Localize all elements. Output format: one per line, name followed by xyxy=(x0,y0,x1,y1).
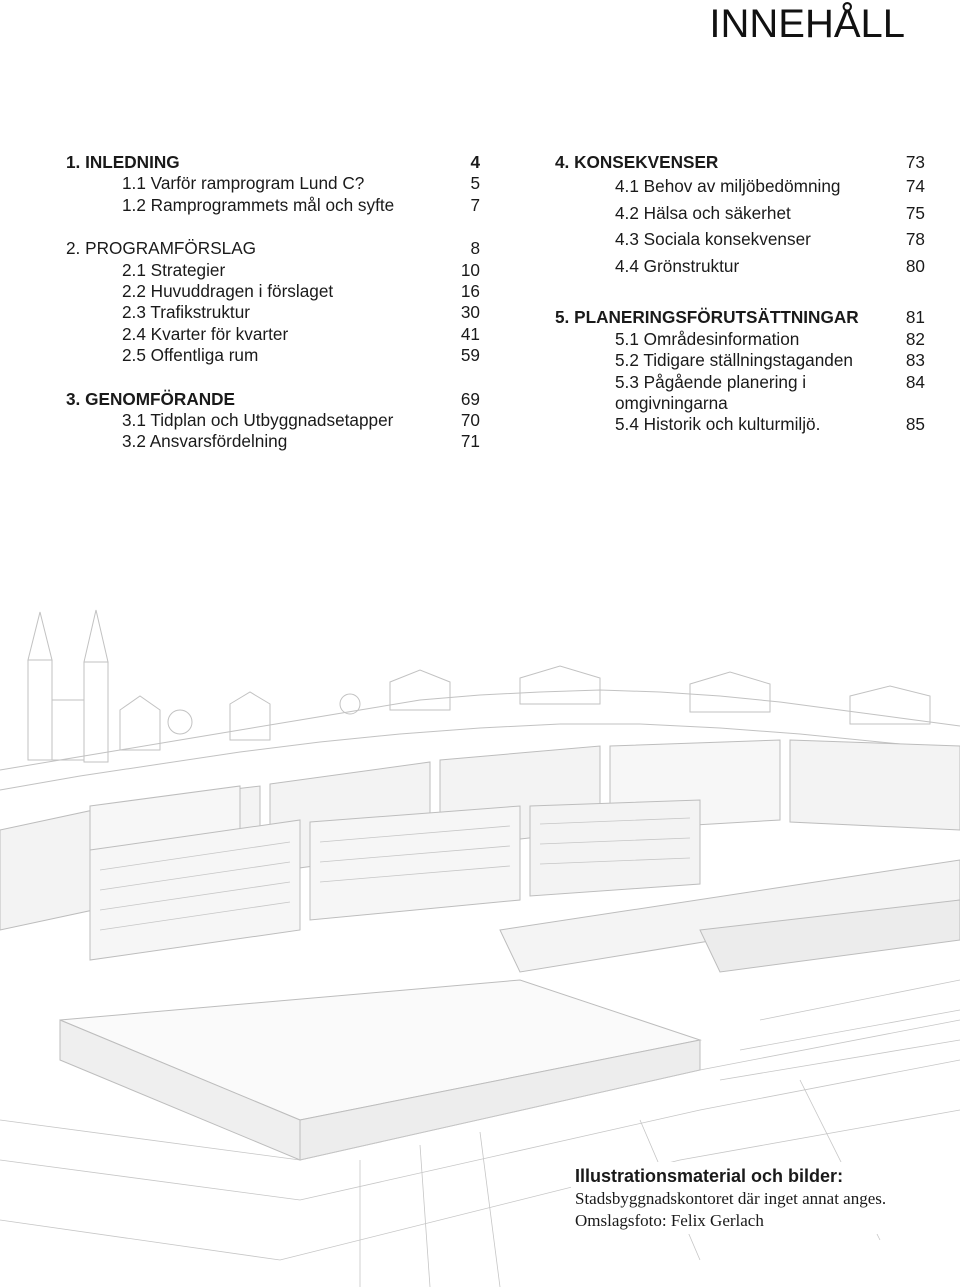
toc-item[interactable] xyxy=(555,200,925,227)
toc-item-label: 4.4 Grönstruktur xyxy=(615,255,740,276)
toc-item-label: 5.3 Pågående planering i omgivningarna xyxy=(615,371,807,414)
toc-item-label: 2.5 Offentliga rum xyxy=(122,345,259,366)
toc-item[interactable] xyxy=(555,350,925,371)
toc-right-column xyxy=(555,152,925,458)
toc-item[interactable] xyxy=(555,414,925,435)
toc-item-label: 5.2 Tidigare ställningstaganden xyxy=(615,350,853,371)
toc-item-label: 5.1 Områdesinformation xyxy=(615,328,800,349)
toc-item[interactable] xyxy=(66,324,480,345)
toc-item-label: 1.1 Varför ramprogram Lund C? xyxy=(122,173,365,194)
toc-page-number: 70 xyxy=(460,410,480,431)
toc-item[interactable] xyxy=(555,372,925,415)
toc-heading-label: 4. KONSEKVENSER xyxy=(555,152,719,172)
toc-page-number: 16 xyxy=(460,281,480,302)
toc-item[interactable] xyxy=(555,226,925,253)
toc-page-number: 80 xyxy=(905,255,925,276)
toc-heading-label: 1. INLEDNING xyxy=(66,152,180,172)
toc-item[interactable] xyxy=(555,173,925,200)
toc-section-2 xyxy=(66,238,480,366)
illustration-credits xyxy=(571,1162,959,1234)
toc-item-label: 4.3 Sociala konsekvenser xyxy=(615,229,811,250)
toc-item-label: 2.1 Strategier xyxy=(122,259,226,280)
toc-item[interactable] xyxy=(66,302,480,323)
toc-heading-label: 3. GENOMFÖRANDE xyxy=(66,388,236,409)
toc-item[interactable] xyxy=(66,345,480,366)
toc-item[interactable] xyxy=(66,281,480,302)
toc-item[interactable] xyxy=(66,410,480,431)
toc-heading[interactable] xyxy=(66,389,480,410)
toc-item[interactable] xyxy=(66,260,480,281)
toc-page-number: 8 xyxy=(470,238,480,259)
toc-page-number: 4 xyxy=(470,152,480,172)
toc-left-column xyxy=(66,152,480,475)
toc-section-4 xyxy=(555,152,925,279)
toc-heading[interactable] xyxy=(66,238,480,259)
toc-item[interactable] xyxy=(66,195,480,216)
toc-heading-label: 2. PROGRAMFÖRSLAG xyxy=(66,238,257,259)
toc-page-number: 85 xyxy=(905,414,925,435)
toc-page-number: 41 xyxy=(460,323,480,344)
toc-item-label: 4.1 Behov av miljöbedömning xyxy=(615,176,841,197)
credits-line: Stadsbyggnadskontoret där inget annat anges. xyxy=(575,1189,887,1208)
toc-page-number: 30 xyxy=(460,302,480,323)
toc-section-5 xyxy=(555,307,925,435)
toc-item-label: 2.4 Kvarter för kvarter xyxy=(122,323,289,344)
toc-page-number: 84 xyxy=(905,371,925,392)
toc-item[interactable] xyxy=(555,329,925,350)
credits-heading: Illustrationsmaterial och bilder: xyxy=(575,1166,844,1186)
toc-page-number: 78 xyxy=(905,229,925,250)
toc-item-label: 3.2 Ansvarsfördelning xyxy=(122,431,288,452)
toc-item[interactable] xyxy=(555,253,925,280)
toc-item-label: 1.2 Ramprogrammets mål och syfte xyxy=(122,194,395,215)
toc-page-number: 69 xyxy=(460,388,480,409)
page-title: INNEHÅLL xyxy=(709,2,905,46)
toc-page-number: 5 xyxy=(470,173,480,194)
toc-item[interactable] xyxy=(66,431,480,452)
toc-item-label: 3.1 Tidplan och Utbyggnadsetapper xyxy=(122,410,394,431)
toc-item-label: 2.2 Huvuddragen i förslaget xyxy=(122,281,334,302)
toc-page-number: 73 xyxy=(905,152,925,172)
toc-heading[interactable] xyxy=(66,152,480,173)
toc-item[interactable] xyxy=(66,173,480,194)
toc-section-3 xyxy=(66,389,480,453)
toc-item-label: 2.3 Trafikstruktur xyxy=(122,302,250,323)
credits-line: Omslagsfoto: Felix Gerlach xyxy=(575,1211,764,1230)
toc-section-1 xyxy=(66,152,480,216)
toc-item-label: 5.4 Historik och kulturmiljö. xyxy=(615,414,821,435)
toc-page-number: 75 xyxy=(905,202,925,223)
toc-page-number: 81 xyxy=(905,307,925,328)
toc-page-number: 83 xyxy=(905,350,925,371)
toc-heading[interactable] xyxy=(555,307,925,328)
toc-heading-label: 5. PLANERINGSFÖRUTSÄTTNINGAR xyxy=(555,307,859,328)
toc-page-number: 82 xyxy=(905,328,925,349)
toc-heading[interactable] xyxy=(555,152,925,173)
toc-page-number: 59 xyxy=(460,345,480,366)
toc-page-number: 10 xyxy=(460,259,480,280)
toc-page-number: 74 xyxy=(905,176,925,197)
toc-page-number: 7 xyxy=(470,194,480,215)
toc-page-number: 71 xyxy=(460,431,480,452)
toc-item-label: 4.2 Hälsa och säkerhet xyxy=(615,202,791,223)
